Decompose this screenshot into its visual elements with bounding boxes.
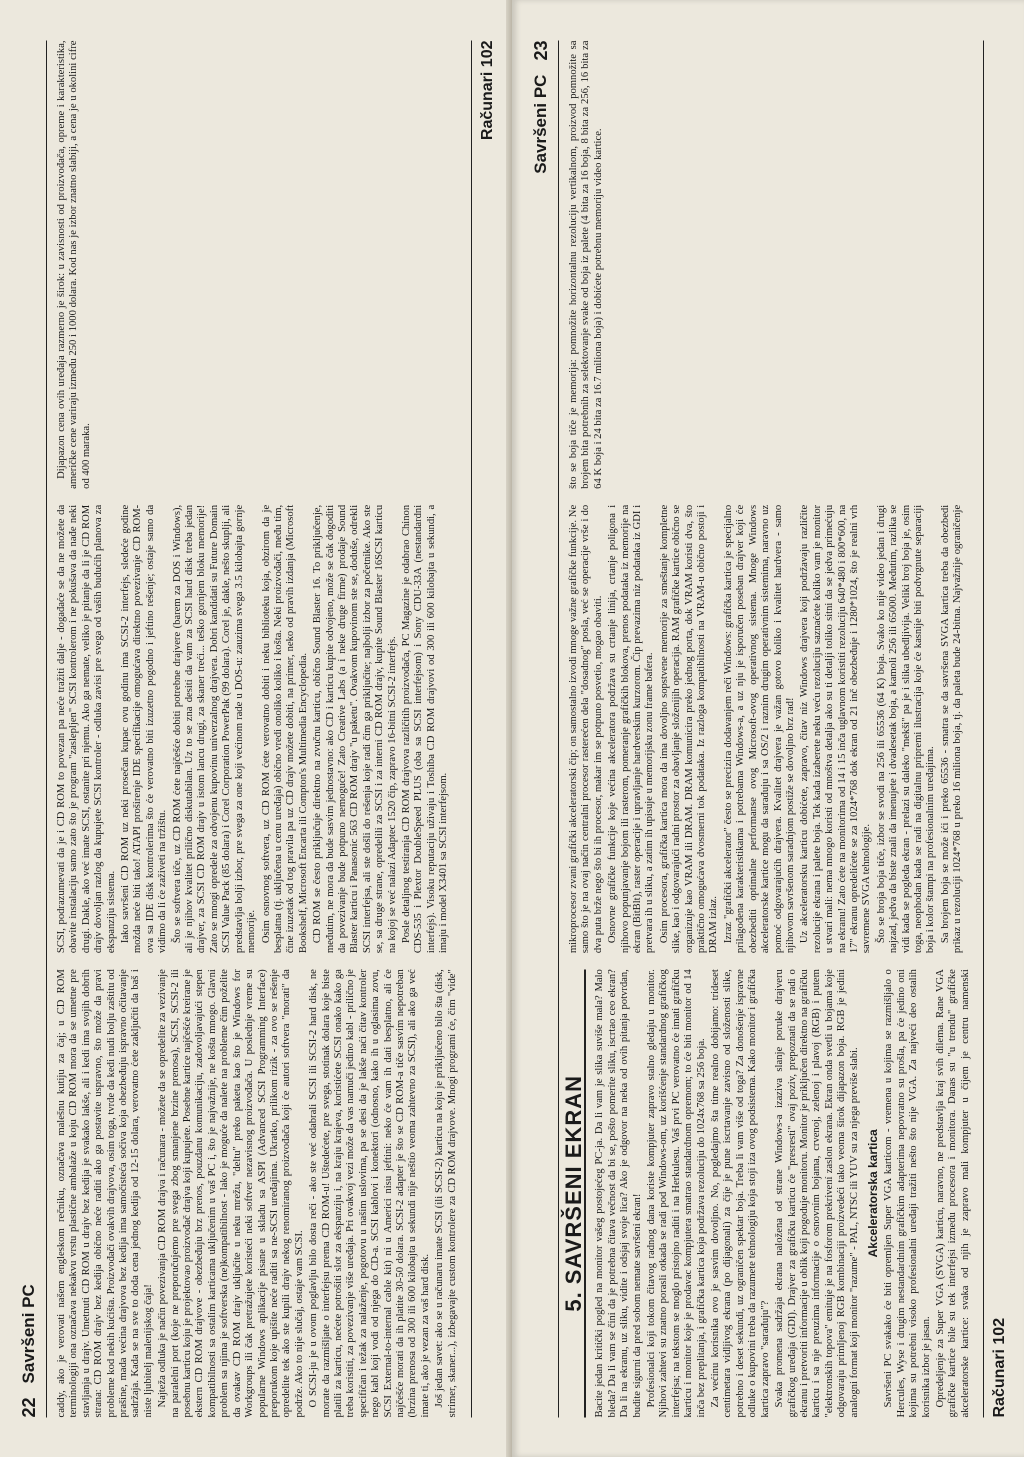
paragraph: Još jedan savet: ako se u računaru imate SCSI (ili SCSI-2) karticu na koju je priključeno bilo šta (disk, strimer, skaner...), izbegavajte custom kontrolere za CD ROM drajvove. Mnogi programi će, čim "vide" SCSI, podrazumevati da je i CD ROM to povezan pa neće tražiti dalje - događaće se da ne možete da obavite instalaciju samo zato što je program "zaslepljen" SCSI kontrolerom i ne pokušava da nađe neki drugi. Dakle, ako već imate SCSI, ostanite pri njemu. Ako ga nemate, veliko je pitanje da li je CD ROM drajv dovoljan razlog da kupujete SCSI kontroler - odluka zavisi pre svega od vaših budućih planova za ekspanziju sistema. [56,504,458,1417]
paragraph: Sa brojem boja se može ići i preko 65536 - smatra se da savršena SVGA kartica treba da obezbedi prikaz u rezoluciji 1024*768 u preko 16 miliona boja, tj. da paleta bude 24-bitna. Najvažnije ograničenje što se boja tiče je memorija: pomnožite horizontalnu rezoluciju vertikalnom, proizvod pomnožite sa brojem bita potrebnih za selektovanje svake od boja iz palete (4 bita za 16 boja, 8 bita za 256, 16 bita za 64 K boja i 24 bita za 16.7 miliona boja) i dobićete potrebnu memoriju video kartice. [568,40,964,953]
paragraph: CD ROM se često priključuje direktno na zvučnu karticu, obično Sound Blaster 16. To priključenje, međutim, ne mora da bude sasvim jednostavno: ako CD i karticu kupite odvojeno, može se čak dogoditi da povezivanje bude potpuno nemoguće! Zato Creative Labs (a i neke druge firme) prodaje Sound Blaster karticu i Panasonic 563 CD ROM drajv "u paketu". Ovakvom kupovinom ste se, doduše, odrekli SCSI interfejsa, ali ste došli do rešenja koje radi čim ga priključite; najbolji izbor za početnike. Ako ste se, sa druge strane, opredelili za SCSI i za interni CD ROM drajv, kupite Sound Blaster 16SCSI karticu na kojoj se već nalazi Adaptec 1520 čip, zapravo 16-bitni SCSI-2 interfejs. [312,504,398,953]
right-page-magazine-name: Računari 102 [991,1317,1008,1417]
right-footer-rule [983,40,984,1417]
paragraph: Uz akceleratorsku karticu dobićete, zapravo, čitav niz Windows drajvera koji podržavaju različite rezolucije ekrana i palete boja. Tek kada izaberete neku veću rezoluciju saznaćete koliko vam je monitor u stvari mali: nema mnogo koristi od mnoštva detalja ako su ti detalji toliko sitni da se jedva primećuju na ekranu! Zato ćete na monitorima od 14 i 15 inča uglavnom koristiti rezoluciju 640*480 i 800*600, na 17" ekranu opredelićete se za 1024*768 dok ekran od 21 inč obezbeđuje i 1280*1024, što je realni vrh savremene SVGA tehnologije. [799,504,873,953]
left-page-running-title: Savršeni PC [19,1283,38,1383]
left-page-body [56,40,464,1417]
paragraph: Za većinu korisnika ovo je sasvim dovoljno. No, pogledajmo šta time realno dobijamo: trideset centimetara vidljivog ekrana (po dijagonali) za čije je pune iscrtavanje zavisno od složenosti slike, potrebno i deset sekundi, uz ograničen spektar boja. Treba li vam više od toga? Za donošenje ispravne odluke o kupovini treba da razumete tehnologiju koja stoji iza ovog podsistema. Kako monitor i grafička kartica zapravo "sarađuju"? [710,968,771,1417]
paragraph: Savršeni PC svakako će biti opremljen Super VGA karticom - vremena u kojima se razmišljalo o Hercules, Wyse i drugim nestandardnim grafičkim adapterima nepovratno su prošla, pa će jedino oni kojima su potrebni visoko profesionalni uređaji tražiti nešto što nije VGA. Za najveći deo ostalih korisnika izbor je jasan. [883,968,932,1417]
section-heading: Akceleratorska kartica [865,1128,880,1257]
left-page-number: 22 [18,1396,39,1417]
paragraph: Izraz "grafički akcelerator" često se precizira dodavanjem reči Windows: grafička kartica je specijalno prilagođena karakteristikama i potrebama Windows-a, a uz nju je isporučen poseban drajver koji će obezbediti optimalne performanse ovog Microsoft-ovog operativnog sistema. Mnoge Windows akceleratorske kartice mogu da sarađuju i sa OS/2 i raznim drugim operativnim sistemima, naravno uz pomoć odgovarajućih drajvera. Kvalitet drajvera je važan gotovo koliko i kvalitet hardvera - samo njihovom savršenom saradnjom postiže se dovoljno brz rad! [722,504,796,953]
right-page [512,0,1024,1457]
left-footer-rule [471,40,472,1417]
paragraph: Najteža odluka je način povezivanja CD ROM drajva i računara - možete da se opredelite za vezivanje na paralelni port (koje ne preporučujemo pre svega zbog smanjene brzine prenosa), SCSI, SCSI-2 ili posebnu karticu koju je projektovao proizvođač drajva koji kupujete. Posebne kartice najčešće kreirane je ekstern CD ROM drajvove - obezbeđuju brz prenos, pouzdanu komunikaciju, zadovoljavajući stepen kompatibilnosti sa ostalim karticama uključenim u vaš PC i, što je najvažnije, ne košta mnogo. Glavni problem sa njima je softverska (ne)kompatibilnost - lako je moguće da nalete na probleme čim poželite da ovakav CD ROM drajv uključite u neku mrežu, "deltu" preko paketa kao što je Windows for Workgroups ili čak pretražujete koristeći neki softver nezavisnog proizvođača. U poslednje vreme su popularne Windows aplikacije pisane u skladu sa ASPI (Advanced SCSI Programming Interface) preporukom koje upišite neće raditi sa ne-SCSI uređajima. Ukratko, prilikom rizik - za ovo se rešenje opredelite tek ako ste kupili drajv nekog renomiranog proizvođača koji će autori softvera "morati" da podrže. Ako to nije slučaj, ostaje vam SCSI. [157,968,305,1417]
paragraph: Bacite jedan kritički pogled na monitor vašeg postojećeg PC-ja. Da li vam je slika suviše mala? Malo bleda? Da li vam se čini da je potrebna čitava večnost da bi se, pošto pomerite sliku, iscrtao ceo ekran? Da li na ekranu, uz sliku, vidite i odsjaj svoje lica? Ako je odgovor na neka od ovih pitanja potvrdan, budite sigurni da pred sobom nemate savršeni ekran! [594,968,643,1417]
paragraph: Osnovne grafičke funkcije koje većina akceleratora podržava su crtanje linija, crtanje poligona i njihovo popunjavanje bojom ili rasterom, pomeranje grafičkih blokova, prenos podataka iz memorije na ekran (BitBlt), raster operacije i upravljanje hardverskim kurzorom. Čip prevazima niz podataka iz GDI i pretvara ih u sliku, a zatim ih upisuje u memorijsku zonu frame bafera. [607,504,656,953]
right-page-running-title: Savršeni PC [530,74,550,174]
paragraph: Što se softvera tiče, uz CD ROM ćete najčešće dobiti potrebne drajvere (barem za DOS i Windows), ali je njihov kvalitet prilično diskutabilan. Uz to se zna desiti da vam za SCSI hard disk treba jedan drajver, za SCSI CD ROM drajv u istom lancu drugi, za skaner treći... teško gornjem bloku memorije! Zato se mnogi opredele za odvojenu kupovinu univerzalnog drajvera. Dobri kandidati su Future Domain SCSI Value Pack (85 dolara) i Corel Corporation PowerPak (99 dolara). Corel je, dakle, nešto skuplji, ali predstavlja bolji izbor, pre svega za one koji većinom rade u DOS-u: zauzima svega 3.5 kilobajta gornje memorije. [171,504,258,953]
paragraph: Opredeljenje za Super VGA (SVGA) karticu, naravno, ne predstavlja kraj svih dilema. Rane VGA grafičke kartice bile su tek interfejsi između procesora i monitora. Danas su "u trendu" grafičke akceleratorske kartice: svaka od njih je zapravo mali kompjuter u čijem je centru namenski mikroprocesor zvani grafički akceleratorski čip; on samostalno izvodi mnoge važne grafičke funkcije. Ne samo što je na ovaj način centralni procesor rasterećen dela "dosadnog" posla, već se operacije vrše i do dva puta brže nego što bi ih procesor, makar im se potpuno posvetio, mogao obaviti. [568,504,971,1417]
paragraph: Profesionalci koji tokom čitavog radnog dana koriste kompjuter zapravo stalno gledaju u monitor. Njihovi zahtevi su znatno porasli otkada se radi pod Windows-om, uz korišćenje standardnog grafičkog interfejsa; na tekstom se moglo pristojno raditi i na Herkulesu. Vaš prvi PC verovatno će imati grafičku karticu i monitor koje je prodavac kompjutera smatrao standardnom opremom; to će biti monitor od 14 inča bez preplitanja, i grafička kartica koja podržava rezoluciju do 1024x768 sa 256 boja. [646,968,707,1417]
paragraph: Osim osnovnog softvera, uz CD ROM ćete verovatno dobiti i neku biblioteku koja, obzirom da je besplatna (tj. uključena u cenu uređaja) obično vredi onoliko koliko i košta. Neki proizvođači, među tim, čine izuzetak od tog pravila pa uz CD drajv možete dobiti, na primer, neko od pravih izdanja (Microsoft Bookshelf, Microsoft Encarta ili Compton's Multimedia Encyclopedia. [260,504,309,953]
paragraph: O SCSI-ju je u ovom poglavlju bilo dosta reči - ako ste već odabrali SCSI ili SCSI-2 hard disk, ne morate da razmišljate o interfejsu prema CD ROM-u! Uštedećete, pre svega, stotinak dolara koje biste platili za karticu, nećete potrošiti slot za ekspanziju i, na kraju krajeva, koristićete SCSI onako kako ga treba koristiti, za povezivanje više uređaja. Pri ovakvoj vezi može da vas namuči jedino kabl - prilično je specifičan i težak za nalaženje, pogotovu u našim uslovima, pa se desi da je lakše naći čitav kontroler nego kabl koji vodi od njega do CD-a. SCSI kablovi i konektori (odnosno, kako ih u oglasima zovu, SCSI External-to-internal cable kit) ni u Americi nisu jeftini: neko će vam ih dati besplatno, ali će najčešće morati da ih platite 30-50 dolara. SCSI-2 adapter je što se CD ROM-a tiče sasvim nepotreban (brzina prenosa od 300 ili 600 kilobajta u sekundi nije neštio veoma zahtevno za SCSI), ali ako ga već imate ti, ako je vezan za vaš hard disk. [308,968,431,1417]
right-header-rule [558,40,559,1417]
paragraph: Iako savršeni CD ROM uz neki prosečan kupac ovu godinu ima SCSI-2 interfejs, sledeće godine možda neće biti tako! ATAPI proširenje IDE specifikacije omogućava direktno povezivanje CD ROM-ova sa IDE disk kontrolerima što će verovatno biti izuzetno pogodno i jeftino rešenje; ostaje samo da vidimo da li će zaživeti na tržištu. [120,504,169,953]
left-page-magazine-name: Računari 102 [479,40,496,140]
right-page-header [526,40,556,1417]
right-page-number: 23 [530,40,551,61]
left-page-header [14,40,44,1417]
paragraph: Posle detaljnog testiranja CD ROM drajvova različitih proizvođača, PC Magazine je odabrao Chinon CDS-535 i Plextor DoubleSpeed PLUS (oba sa SCSI interfejsom) i Sony CDU-33A (nestandardni interfejs). Visoku reputaciju uživaju i Toshiba CD ROM drajvovi od 300 ili 600 kilobajta u sekundi, a imaju i model X3401 sa SCSI interfejsom. [400,504,450,953]
left-page-footer [476,40,500,1417]
paragraph: caddy, ako je verovati našem engleskom rečniku, označava malešnu kutiju za čaj; u CD ROM terminologiji ona označava nekakvu vrstu plastične ambalaže u koju CD ROM mora da se umetne pre stavljanja u drajv. Umetnuti CD ROM u drajv bez kedija je svakako lakše, ali i kedi ima svojih dobrih strana: CD ROM drajv bez kedija obično neće raditi ako ga postavite uspravno, što može da pravi probleme kod nekih kućišta. Proizvođači ovakvih drajvova, osim toga, tvrde da kedi nudi bolju zaštitu od prašine, mada većina drajvova bez kedija ima samočisteća sočiva koja obezbeđuju ispravno očitavanje sadržaja. Kada se na sve to doda cena jednog kedija od 12-15 dolara, verovatno ćete zaključiti da baš i niste ljubitelj malenijskog čaja! [56,968,154,1417]
chapter-title: 5. SAVRŠENI EKRAN [568,969,586,1417]
right-page-body [561,40,976,1417]
right-page-footer [988,40,1012,1417]
left-header-rule [46,40,47,1417]
paragraph: Dijapazon cena ovih uređaja razmerno je širok: u zavisnosti od proizvođača, opreme i karakteristika, američke cene variraju između 250 i 1000 dolara. Kod nas je izbor znatno slabiji, a cena je u okolini cifre od 400 maraka. [56,40,92,489]
paragraph: Svaka promena sadržaja ekrana naložena od strane Windows-a izaziva slanje poruke drajveru grafičkog uređaja (GDI). Drajver za grafičku karticu će "presresti" ovaj poziv, prepoznati da se radi o ekranu i pretvoriti informacije u oblik koji pogoduje monitoru. Monitor je priključen direktno na grafičku karticu i sa nje preuzima informacije o osnovnim bojama, crvenoj, zelenoj i plavoj (RGB) i putem "elektronskih topova" emituje je na fosforom prekrivení zaslon ekrana. Ekran onda svetli u bojama koje odgovaraju primljenoj RGB kombinaciji proizvedeći tako veoma širok dijapazon boja. RGB je jedini analogni format koji monitor "razume" - PAL, NTSC ili YUV su za njega previše slabi. [774,968,860,1417]
paragraph: Što se broja boja tiče, izbor se svodi na 256 ili 65536 (64 K) boja. Svako ko nije video jedan i drugi najzad, jedva da biste znali da imenujete i dvadesetak boja, a kamoli 256 ili 65000. Međutim, razlika se vidi kada se pogleda ekran - prelazi su daleko "mekši" pa je i slika ubedljivija. Veliki broj boja je, osim toga, neophodan kada se radi na digitalnu pripremi ilustracija koje će kasnije biti podvrgnute separaciji boja i kolor štampi na profesionalnim uređajima. [875,504,937,953]
paragraph: Osim procesora, grafička kartica mora da ima dovoljno sopstvene memorije za smeštanje kompletne slike, kao i odgovarajući radni prostor za obavljanje složenijih operacija. RAM grafičke kartice obično se organizuje kao VRAM ili DRAM. DRAM komunicira preko jednog porta, dok VRAM koristi dva, što praktično omogućava dvosmerni tok podataka. Iz razloga kompatibilnosti na VRAM-u obično postoji i DRAM izlaz. [658,504,720,953]
